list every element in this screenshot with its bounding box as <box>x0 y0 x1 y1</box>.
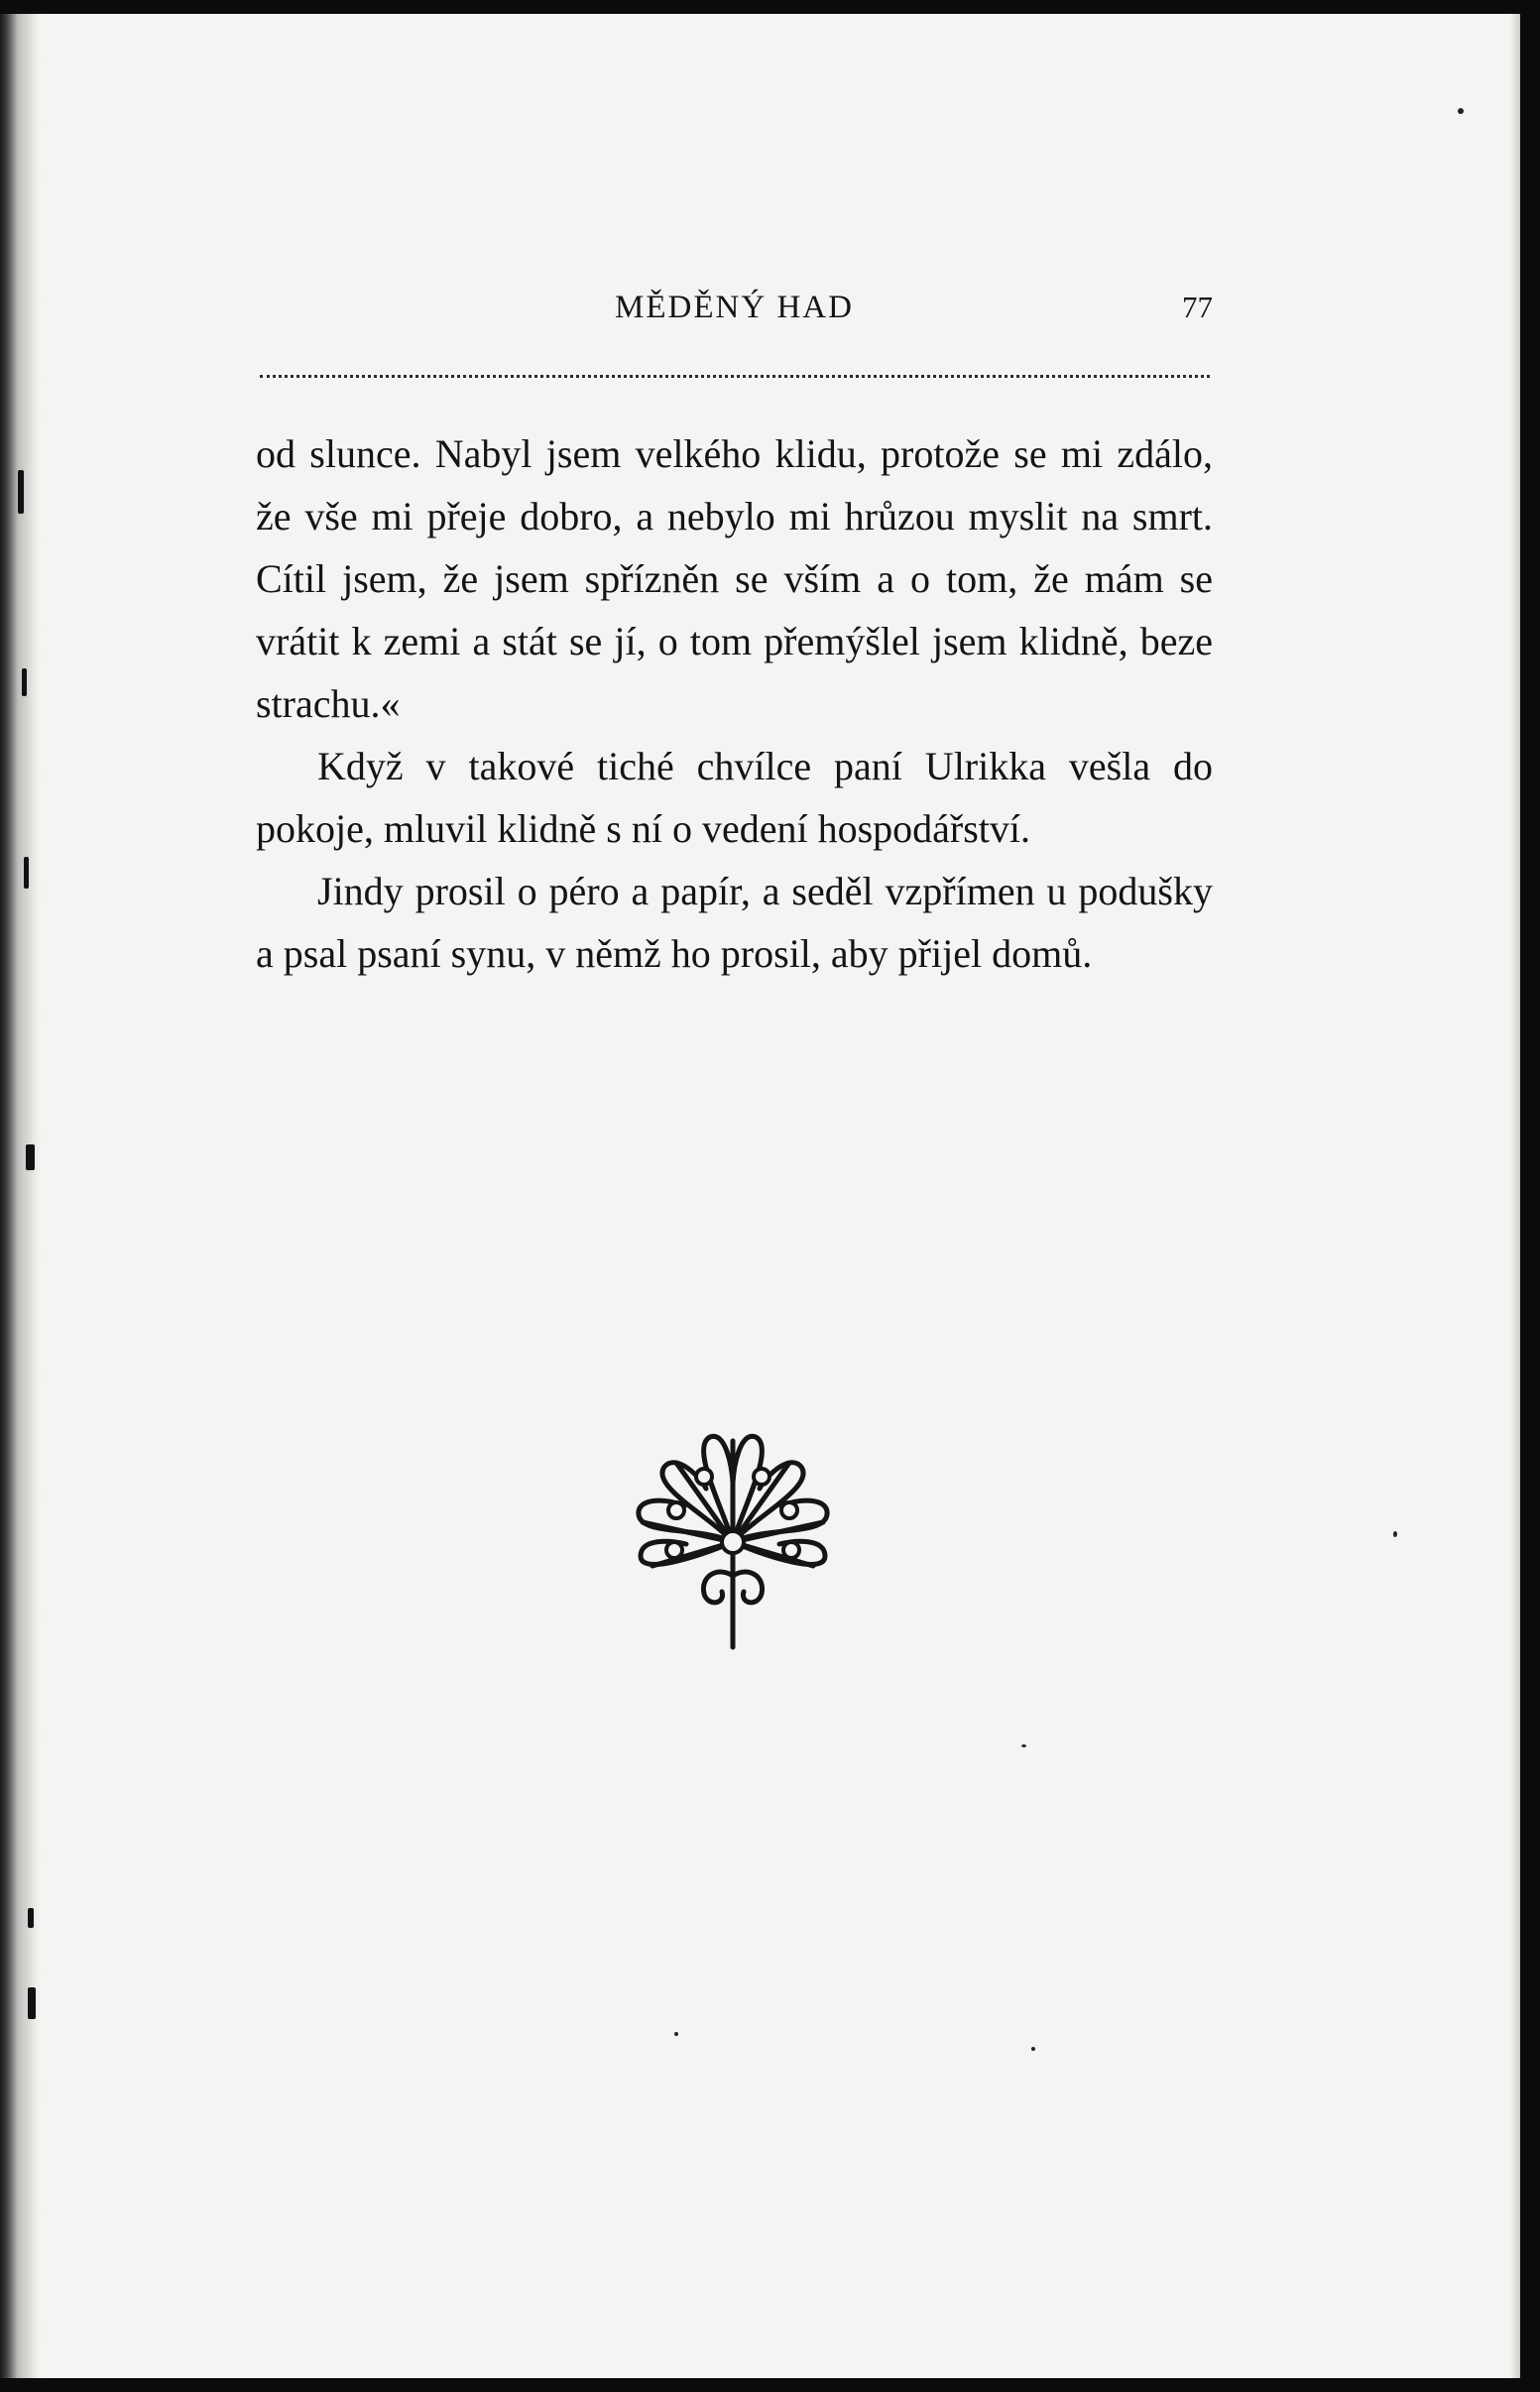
header-dotted-rule <box>260 375 1210 378</box>
page-number: 77 <box>1182 290 1213 324</box>
paragraph-1: od slunce. Nabyl jsem velkého klidu, protože se mi zdálo, že vše mi přeje dobro, a nebylo mi hrůzou myslit na smrt. Cítil jsem, že jsem spřízněn se vším a o tom, že mám se vrátit k zemi a stát se jí, o tom přemýšlel jsem klidně, beze strachu.« <box>256 431 1213 726</box>
gutter-speck <box>24 857 29 889</box>
palmette-ornament-icon <box>631 1427 835 1653</box>
page-right-edge <box>1510 14 1520 2378</box>
running-head <box>256 290 1213 329</box>
running-title: MĚDĚNÝ HAD <box>615 290 854 325</box>
book-page <box>0 14 1520 2378</box>
body-text <box>256 422 1213 985</box>
page-speck <box>1021 1744 1026 1747</box>
paragraph-2: Když v takové tiché chvílce paní Ulrikka vešla do pokoje, mluvil klidně s ní o vedení hospodářství. <box>256 744 1213 851</box>
paragraph-3: Jindy prosil o péro a papír, a seděl vzpřímen u podušky a psal psaní synu, v němž ho prosil, aby přijel domů. <box>256 869 1213 976</box>
gutter-speck <box>22 668 27 696</box>
page-speck <box>674 2032 678 2036</box>
gutter-speck <box>28 1987 36 2019</box>
page-gutter <box>0 14 42 2378</box>
page-speck <box>1458 108 1464 114</box>
gutter-speck <box>28 1908 34 1928</box>
page-speck <box>1031 2047 1035 2051</box>
gutter-speck <box>26 1144 35 1170</box>
page-speck <box>1393 1531 1397 1537</box>
gutter-speck <box>18 470 24 514</box>
